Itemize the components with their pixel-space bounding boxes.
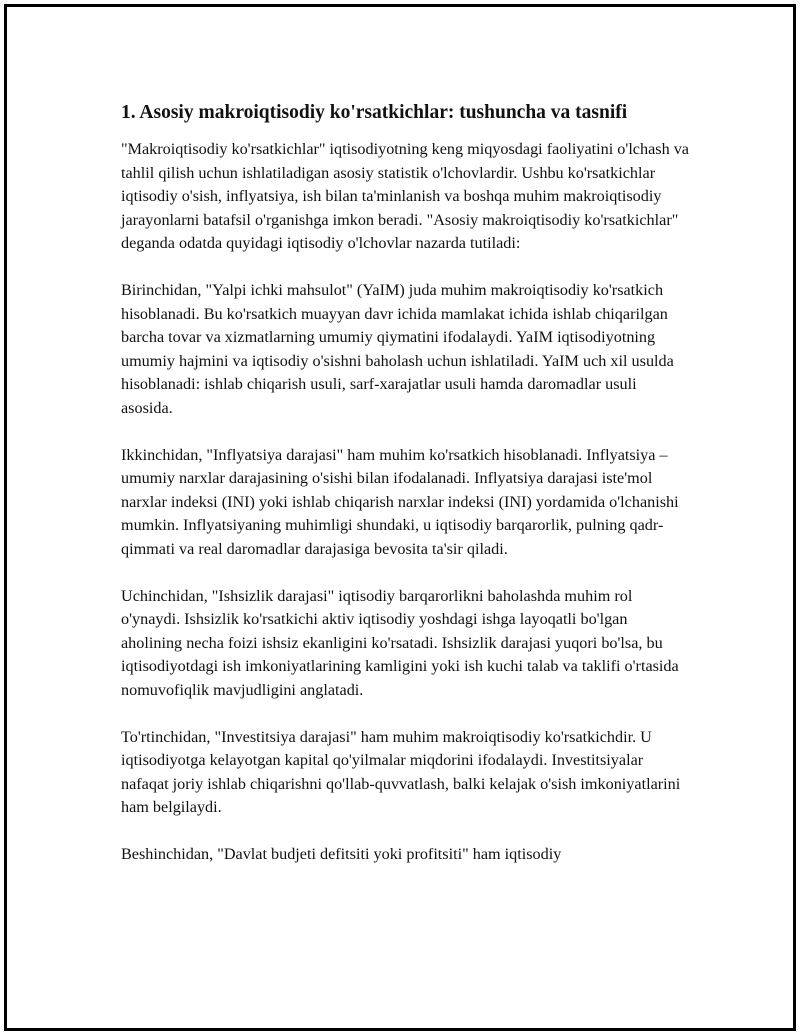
page-frame — [4, 4, 796, 1031]
paragraph-unemployment: Uchinchidan, "Ishsizlik darajasi" iqtisodiy barqarorlikni baholashda muhim rol o'ynaydi. Ishsizlik ko'rsatkichi aktiv iqtisodiy yoshdagi ishga layoqatli bo'lgan aholining necha foizi ishsiz ekanligini ko'rsatadi. Ishsizlik darajasi yuqori bo'lsa, bu iqtisodiyotdagi ish imkoniyatlarining kamligini yoki ish kuchi talab va taklifi o'rtasida nomuvofiqlik mavjudligini anglatadi. — [121, 586, 679, 699]
document-body — [121, 99, 691, 890]
paragraph-investment: To'rtinchidan, "Investitsiya darajasi" ham muhim makroiqtisodiy ko'rsatkichdir. U iqtisodiyotga kelayotgan kapital qo'yilmalar miqdorini ifodalaydi. Investitsiyalar nafaqat joriy ishlab chiqarishni qo'llab-quvvatlash, balki kelajak o'sish imkoniyatlarini ham belgilaydi. — [121, 727, 681, 816]
section-heading: 1. Asosiy makroiqtisodiy ko'rsatkichlar: tushuncha va tasnifi — [121, 102, 628, 123]
paragraph-budget: Beshinchidan, "Davlat budjeti defitsiti yoki profitsiti" ham iqtisodiy — [121, 845, 562, 863]
paragraph-gdp: Birinchidan, "Yalpi ichki mahsulot" (YaIM) juda muhim makroiqtisodiy ko'rsatkich hisoblanadi. Bu ko'rsatkich muayyan davr ichida mamlakat ichida ishlab chiqarilgan barcha tovar va xizmatlarning umumiy qiymatini ifodalaydi. YaIM iqtisodiyotning umumiy hajmini va iqtisodiy o'sishni baholash uchun ishlatiladi. YaIM uch xil usulda hisoblanadi: ishlab chiqarish usuli, sarf-xarajatlar usuli hamda daromadlar usuli asosida. — [121, 281, 674, 417]
paragraph-intro: "Makroiqtisodiy ko'rsatkichlar" iqtisodiyotning keng miqyosdagi faoliyatini o'lchash va tahlil qilish uchun ishlatiladigan asosiy statistik o'lchovlardir. Ushbu ko'rsatkichlar iqtisodiy o'sish, inflyatsiya, ish bilan ta'minlanish va boshqa muhim makroiqtisodiy jarayonlarni batafsil o'rganishga imkon beradi. "Asosiy makroiqtisodiy ko'rsatkichlar" deganda odatda quyidagi iqtisodiy o'lchovlar nazarda tutiladi: — [121, 140, 689, 252]
paragraph-inflation: Ikkinchidan, "Inflyatsiya darajasi" ham muhim ko'rsatkich hisoblanadi. Inflyatsiya – umumiy narxlar darajasining o'sishi bilan ifodalanadi. Inflyatsiya darajasi iste'mol narxlar indeksi (INI) yoki ishlab chiqarish narxlar indeksi (INI) yordamida o'lchanishi mumkin. Inflyatsiyaning muhimligi shundaki, u iqtisodiy barqarorlik, pulning qadr-qimmati va real daromadlar darajasiga bevosita ta'sir qiladi. — [121, 445, 679, 558]
